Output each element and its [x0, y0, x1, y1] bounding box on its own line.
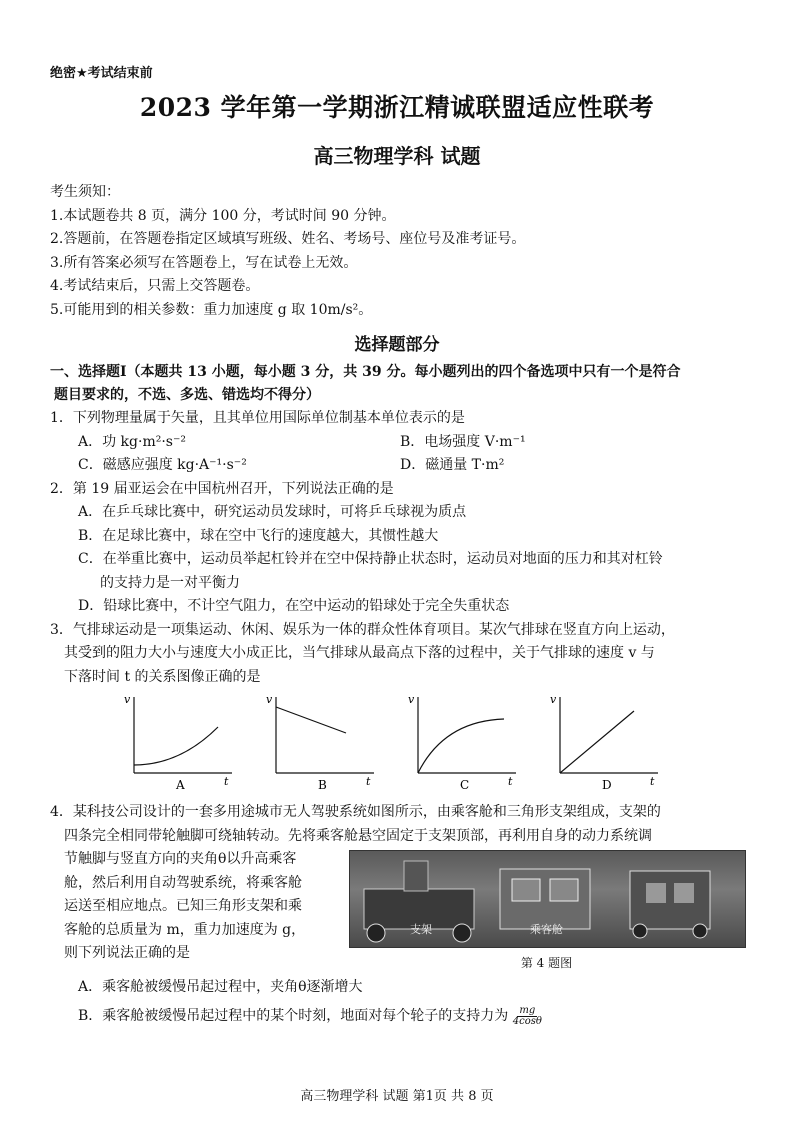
photo-label-cabin: 乘客舱	[530, 922, 563, 936]
q2-stem: 2．第 19 届亚运会在中国杭州召开，下列说法正确的是	[50, 480, 394, 497]
secret-mark: 绝密★考试结束前	[50, 66, 153, 81]
axis-v-label: v	[550, 693, 557, 706]
exam-title: 2023 学年第一学期浙江精诚联盟适应性联考	[139, 93, 655, 122]
question-2	[50, 478, 744, 619]
q3-graph-a	[120, 691, 238, 791]
fraction-denominator: 4cosθ	[512, 1015, 542, 1027]
axis-v-label: v	[408, 693, 415, 706]
q1-option-a: A．功 kg·m²·s⁻²	[78, 433, 186, 450]
axis-v-label: v	[124, 693, 131, 706]
graph-label: B	[318, 778, 327, 791]
q4-stem: 运送至相应地点。已知三角形支架和乘	[64, 898, 302, 914]
fraction-numerator: mg	[519, 1004, 536, 1016]
q4-option-a: A．乘客舱被缓慢吊起过程中，夹角θ逐渐增大	[78, 978, 363, 995]
part1-line: 题目要求的，不选、多选、错选均不得分）	[54, 387, 320, 403]
question-1	[50, 407, 744, 478]
notice-heading: 考生须知：	[50, 184, 120, 200]
graph-label: C	[460, 778, 470, 791]
q2-option-d: D．铅球比赛中，不计空气阻力，在空中运动的铅球处于完全失重状态	[78, 598, 510, 614]
notice-item: 4.考试结束后，只需上交答题卷。	[50, 278, 260, 294]
axis-t-label: t	[650, 775, 655, 788]
curve	[134, 727, 218, 765]
q4-stem: 客舱的总质量为 m，重力加速度为 g，	[64, 921, 306, 938]
candidate-notice	[50, 181, 744, 322]
q2-option-a: A．在乒乓球比赛中，研究运动员发球时，可将乒乓球视为质点	[78, 504, 467, 520]
q1-options	[50, 431, 744, 478]
q3-stem: 其受到的阻力大小与速度大小成正比，当气排球从最高点下落的过程中，关于气排球的速度 v 与	[64, 645, 655, 661]
question-4	[50, 801, 744, 1029]
photo-label-frame: 支架	[410, 922, 432, 936]
axis-t-label: t	[224, 775, 229, 788]
q3-stem: 3．气排球运动是一项集运动、休闲、娱乐为一体的群众性体育项目。某次气排球在竖直方向上运动，	[50, 621, 675, 638]
q4-option-b-fraction	[513, 1006, 542, 1027]
q4-stem: 节触脚与竖直方向的夹角θ以升高乘客	[64, 851, 297, 867]
q1-option-d: D．磁通量 T·m²	[400, 457, 505, 473]
q4-text-column	[50, 848, 341, 976]
q4-body	[50, 848, 744, 976]
q3-graph-b	[262, 691, 380, 791]
graph-label: A	[176, 778, 185, 791]
part1-line: 一、选择题Ⅰ（本题共 13 小题，每小题 3 分，共 39 分。每小题列出的四个备选项中只有一个是符合	[50, 364, 681, 380]
q2-option-b: B．在足球比赛中，球在空中飞行的速度越大，其惯性越大	[78, 527, 439, 544]
q4-option-b	[50, 1005, 744, 1029]
curve	[418, 719, 504, 773]
q2-option-c-cont: 的支持力是一对平衡力	[100, 574, 240, 591]
part1-instructions	[50, 361, 744, 407]
notice-item: 3.所有答案必须写在答题卷上，写在试卷上无效。	[50, 254, 358, 271]
page-footer: 高三物理学科 试题 第1页 共 8 页	[300, 1089, 494, 1104]
notice-item: 1.本试题卷共 8 页，满分 100 分，考试时间 90 分钟。	[50, 207, 396, 224]
figure-caption: 第 4 题图	[520, 956, 573, 970]
axis-v-label: v	[266, 693, 273, 706]
q2-option-c: C．在举重比赛中，运动员举起杠铃并在空中保持静止状态时，运动员对地面的压力和其对杠铃	[78, 551, 663, 567]
axis-t-label: t	[366, 775, 371, 788]
curve	[276, 707, 346, 733]
q4-stem: 则下列说法正确的是	[64, 945, 190, 961]
q4-stem: 舱，然后利用自动驾驶系统，将乘客舱	[64, 874, 302, 891]
q1-option-c: C．磁感应强度 kg·A⁻¹·s⁻²	[78, 457, 247, 473]
q4-figure	[349, 850, 744, 976]
q4-stem: 四条完全相同带轮触脚可绕轴转动。先将乘客舱悬空固定于支架顶部，再利用自身的动力系统调	[64, 827, 652, 844]
q3-graphs	[50, 691, 744, 791]
axis-t-label: t	[508, 775, 513, 788]
q4-option-b-text: B．乘客舱被缓慢吊起过程中的某个时刻，地面对每个轮子的支持力为	[78, 1008, 509, 1024]
notice-item: 5.可能用到的相关参数：重力加速度 g 取 10m/s²。	[50, 301, 373, 318]
exam-subtitle: 高三物理学科 试题	[313, 144, 481, 168]
curve	[560, 711, 634, 773]
q3-graph-c	[404, 691, 522, 791]
section-title: 选择题部分	[354, 335, 440, 355]
q3-graph-d	[546, 691, 664, 791]
driverless-vehicle-photo	[349, 850, 746, 948]
notice-item: 2.答题前，在答题卷指定区域填写班级、姓名、考场号、座位号及准考证号。	[50, 231, 526, 247]
q4-stem: 4．某科技公司设计的一套多用途城市无人驾驶系统如图所示，由乘客舱和三角形支架组成，支架的	[50, 804, 661, 820]
q1-stem: 1．下列物理量属于矢量，且其单位用国际单位制基本单位表示的是	[50, 410, 465, 426]
question-3	[50, 619, 744, 792]
graph-label: D	[602, 778, 612, 791]
q1-option-b: B．电场强度 V·m⁻¹	[400, 433, 526, 450]
q3-stem: 下落时间 t 的关系图像正确的是	[64, 668, 261, 685]
